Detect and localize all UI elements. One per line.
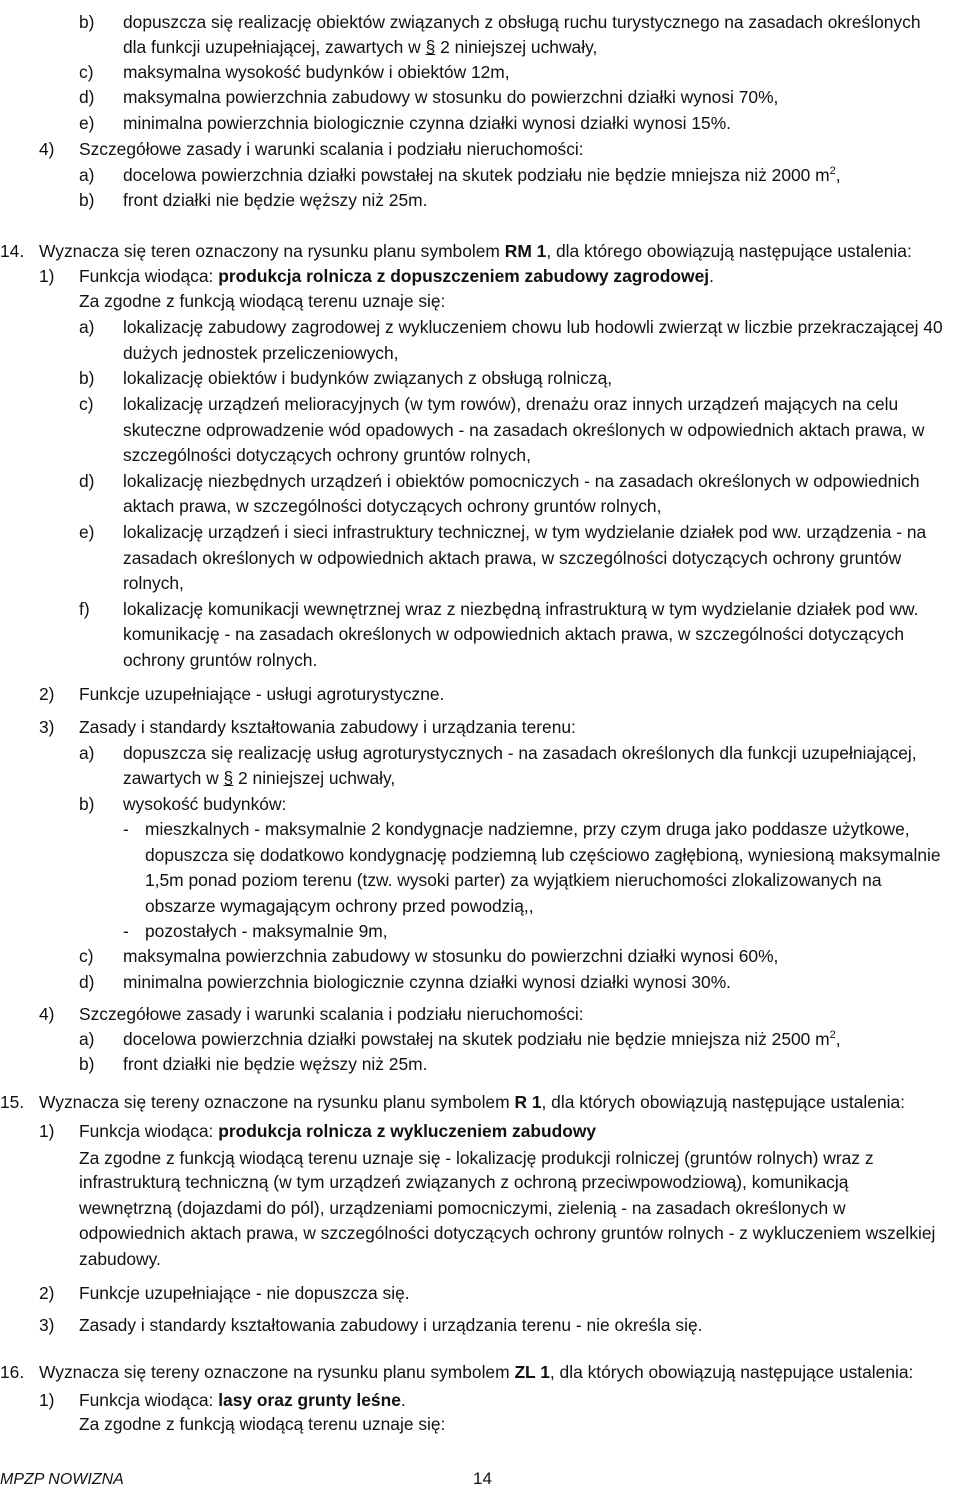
list-marker: 2) — [39, 1283, 55, 1303]
text-line: szczególności dotyczących ochrony gruntów rolnych, — [123, 445, 531, 465]
list-marker: 1) — [39, 1121, 55, 1141]
list-marker: 1) — [39, 266, 55, 286]
bold-text: produkcja rolnicza z dopuszczeniem zabudowy zagrodowej — [218, 266, 710, 286]
text-line: maksymalna powierzchnia zabudowy w stosunku do powierzchni działki wynosi 60%, — [123, 946, 779, 966]
list-marker: d) — [79, 972, 95, 992]
text-line: lokalizację zabudowy zagrodowej z wykluczeniem chowu lub hodowli zwierząt w liczbie przekraczającej 40 — [123, 317, 943, 337]
list-marker: b) — [79, 12, 95, 32]
text-line: Szczegółowe zasady i warunki scalania i podziału nieruchomości: — [79, 1004, 584, 1024]
text-line: Zasady i standardy kształtowania zabudowy i urządzania terenu - nie określa się. — [79, 1315, 703, 1335]
text-line: lokalizację niezbędnych urządzeń i obiektów pomocniczych - na zasadach określonych w odpowiednich — [123, 471, 920, 491]
text-line: rolnych, — [123, 573, 184, 593]
footer-title: MPZP NOWIZNA — [0, 1471, 124, 1488]
bold-text: R 1 — [514, 1092, 542, 1112]
list-marker: e) — [79, 113, 95, 133]
text-line: ochrony gruntów rolnych. — [123, 650, 318, 670]
bold-text: produkcja rolnicza z wykluczeniem zabudowy — [218, 1121, 597, 1141]
text-line: maksymalna wysokość budynków i obiektów 12m, — [123, 62, 510, 82]
text-line: Za zgodne z funkcją wiodącą terenu uznaje się: — [79, 1414, 446, 1434]
text-line: zawartych w § 2 niniejszej uchwały, — [123, 768, 396, 788]
page-number: 14 — [473, 1469, 492, 1488]
text-line: skuteczne odprowadzenie wód opadowych - na zasadach określonych w odpowiednich aktach prawa, w — [123, 420, 925, 440]
text-line: front działki nie będzie węższy niż 25m. — [123, 1054, 428, 1074]
text-line: docelowa powierzchnia działki powstałej na skutek podziału nie będzie mniejsza niż 2000 $m^2$, — [123, 165, 841, 185]
superscript: 2 — [829, 165, 836, 178]
text-line: aktach prawa, w szczególności dotyczących ochrony gruntów rolnych, — [123, 496, 662, 516]
text-line: pozostałych - maksymalnie 9m, — [145, 921, 388, 941]
text-line: lokalizację urządzeń melioracyjnych (w tym rowów), drenażu oraz innych urządzeń mających na celu — [123, 394, 899, 414]
text-line: infrastrukturą techniczną (w tym urządzeń związanych z ochroną przeciwpowodziową), komunikacją — [79, 1172, 849, 1192]
text-line: 1,5m ponad poziom terenu (tzw. wysoki parter) za wyjątkiem nieruchomości zlokalizowanych na — [145, 870, 882, 890]
text-line: dopuszcza się realizację obiektów związanych z obsługą ruchu turystycznego na zasadach określonych — [123, 12, 921, 32]
text-line: lokalizację komunikacji wewnętrznej wraz z niezbędną infrastrukturą w tym wydzielanie działek pod ww. — [123, 599, 919, 619]
text-line: docelowa powierzchnia działki powstałej na skutek podziału nie będzie mniejsza niż 2500 $m^2$, — [123, 1029, 841, 1049]
text-line: Zasady i standardy kształtowania zabudowy i urządzania terenu: — [79, 717, 576, 737]
list-marker: 3) — [39, 717, 55, 737]
text-line: mieszkalnych - maksymalnie 2 kondygnacje nadziemne, przy czym druga jako poddasze użytkowe, — [145, 819, 910, 839]
list-marker: a) — [79, 165, 95, 185]
text-line: dla funkcji uzupełniającej, zawartych w § 2 niniejszej uchwały, — [123, 37, 598, 57]
text-line: wysokość budynków: — [123, 794, 287, 814]
section-sign: § — [425, 37, 436, 57]
list-marker: d) — [79, 87, 95, 107]
list-marker: b) — [79, 794, 95, 814]
bold-text: ZL 1 — [514, 1362, 550, 1382]
text-line: Wyznacza się tereny oznaczone na rysunku planu symbolem R 1, dla których obowiązują następujące ustalenia: — [39, 1092, 905, 1112]
text-line: komunikację - na zasadach określonych w odpowiednich aktach prawa, w szczególności dotyczących — [123, 624, 905, 644]
list-marker: - — [123, 921, 129, 941]
text-line: zasadach określonych w odpowiednich aktach prawa, w szczególności dotyczących ochrony gruntów — [123, 548, 902, 568]
text-line: Wyznacza się teren oznaczony na rysunku planu symbolem RM 1, dla którego obowiązują następujące ustalenia: — [39, 241, 912, 261]
list-marker: e) — [79, 522, 95, 542]
text-line: Szczegółowe zasady i warunki scalania i podziału nieruchomości: — [79, 139, 584, 159]
text-line: wewnętrzną (dojazdami do pól), urządzeniami pomocniczymi, zielenią - na zasadach określonych w — [79, 1198, 846, 1218]
list-marker: a) — [79, 317, 95, 337]
list-marker: 14. — [0, 241, 25, 261]
text-line: Funkcje uzupełniające - nie dopuszcza się. — [79, 1283, 410, 1303]
list-marker: a) — [79, 743, 95, 763]
text-line: Za zgodne z funkcją wiodącą terenu uznaje się: — [79, 291, 446, 311]
text-line: front działki nie będzie węższy niż 25m. — [123, 190, 428, 210]
text-line: lokalizację obiektów i budynków związanych z obsługą rolniczą, — [123, 368, 613, 388]
text-line: minimalna powierzchnia biologicznie czynna działki wynosi działki wynosi 30%. — [123, 972, 731, 992]
text-line: minimalna powierzchnia biologicznie czynna działki wynosi działki wynosi 15%. — [123, 113, 731, 133]
list-marker: 3) — [39, 1315, 55, 1335]
list-marker: b) — [79, 368, 95, 388]
list-marker: 4) — [39, 1004, 55, 1024]
text-line: Funkcja wiodąca: produkcja rolnicza z wykluczeniem zabudowy — [79, 1121, 597, 1141]
bold-text: lasy oraz grunty leśne — [218, 1390, 401, 1410]
text-line: dużych jednostek przeliczeniowych, — [123, 343, 399, 363]
list-marker: b) — [79, 1054, 95, 1074]
text-line: Wyznacza się tereny oznaczone na rysunku planu symbolem ZL 1, dla których obowiązują następujące ustalenia: — [39, 1362, 914, 1382]
text-line: obszarze wymagającym ochrony przed powodzią,, — [145, 896, 534, 916]
superscript: 2 — [829, 1029, 836, 1042]
text-line: zabudowy. — [79, 1249, 161, 1269]
text-line: Funkcje uzupełniające - usługi agroturystyczne. — [79, 684, 445, 704]
list-marker: c) — [79, 946, 94, 966]
text-line: dopuszcza się realizację usług agroturystycznych - na zasadach określonych dla funkcji uzupełniającej, — [123, 743, 917, 763]
list-marker: 15. — [0, 1092, 25, 1112]
list-marker: 16. — [0, 1362, 25, 1382]
section-sign: § — [223, 768, 234, 788]
text-line: Funkcja wiodąca: lasy oraz grunty leśne. — [79, 1390, 406, 1410]
text-line: Za zgodne z funkcją wiodącą terenu uznaje się - lokalizację produkcji rolniczej (gruntów rolnych) wraz z — [79, 1148, 874, 1168]
text-line: lokalizację urządzeń i sieci infrastruktury technicznej, w tym wydzielanie działek pod ww. urządzenia - na — [123, 522, 927, 542]
list-marker: d) — [79, 471, 95, 491]
list-marker: 2) — [39, 684, 55, 704]
list-marker: a) — [79, 1029, 95, 1049]
list-marker: c) — [79, 394, 94, 414]
bold-text: RM 1 — [504, 241, 547, 261]
text-line: Funkcja wiodąca: produkcja rolnicza z dopuszczeniem zabudowy zagrodowej. — [79, 266, 714, 286]
list-marker: c) — [79, 62, 94, 82]
list-marker: 1) — [39, 1390, 55, 1410]
text-line: odpowiednich aktach prawa, w szczególności dotyczących ochrony gruntów rolnych - z wykluczeniem wszelkiej — [79, 1223, 936, 1243]
list-marker: b) — [79, 190, 95, 210]
list-marker: f) — [79, 599, 90, 619]
list-marker: - — [123, 819, 129, 839]
text-line: dopuszcza się dodatkowo kondygnację podziemną lub częściowo zagłębioną, wyniesioną maksymalnie — [145, 845, 941, 865]
text-line: maksymalna powierzchnia zabudowy w stosunku do powierzchni działki wynosi 70%, — [123, 87, 779, 107]
list-marker: 4) — [39, 139, 55, 159]
